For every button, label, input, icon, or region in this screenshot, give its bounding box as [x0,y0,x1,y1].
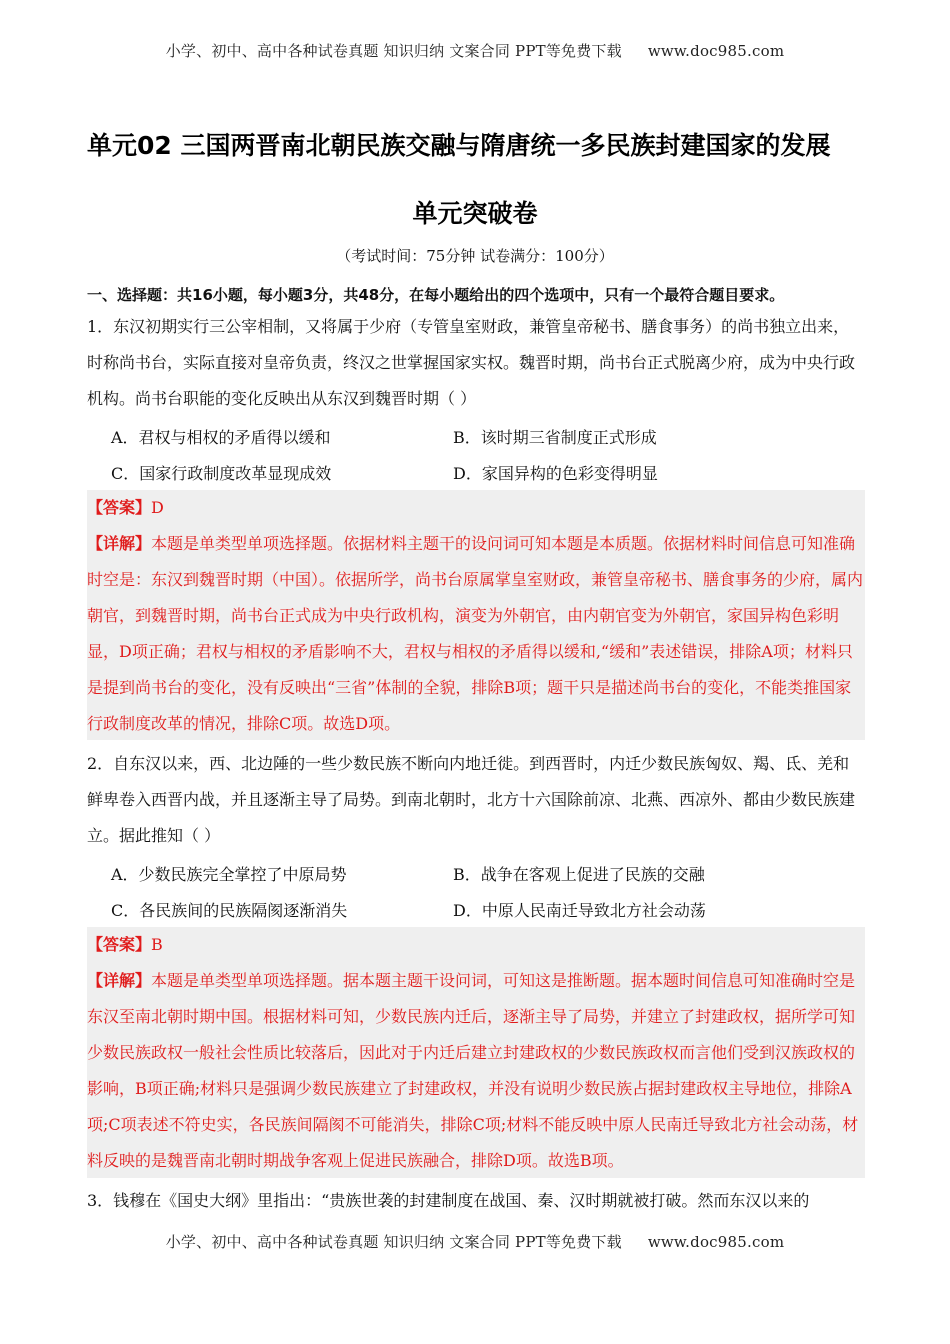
question-2-option-c: C．各民族间的民族隔阂逐渐消失 [111,901,348,920]
document-subtitle: 单元突破卷 [412,199,538,228]
answer-value: B [151,935,163,954]
question-2-stem: 2．自东汉以来，西、北边陲的一些少数民族不断向内地迁徙。到西晋时，内迁少数民族匈奴、羯、氐、羌和鲜卑卷入西晋内战，并且逐渐主导了局势。到南北朝时，北方十六国除前凉、北燕、西凉外、都由少数民族建立。据此推知（ ） [87,754,856,845]
footer-text: 小学、初中、高中各种试卷真题 知识归纳 文案合同 PPT等免费下载 [165,1233,622,1251]
detail-text: 本题是单类型单项选择题。依据材料主题干的设问词可知本题是本质题。依据材料时间信息可知准确时空是：东汉到魏晋时期（中国）。依据所学，尚书台原属掌皇室财政，兼管皇帝秘书、膳食事务的少府，属内朝官，到魏晋时期，尚书台正式成为中央行政机构，演变为外朝官，由内朝官变为外朝官，家国异构色彩明显，D项正确；君权与相权的矛盾影响不大，君权与相权的矛盾得以缓和,“缓和”表述错误，排除A项；材料只是提到尚书台的变化，没有反映出“三省”体制的全貌，排除B项；题干只是描述尚书台的变化，不能类推国家行政制度改革的情况，排除C项。故选D项。 [87,534,864,733]
detail-text: 本题是单类型单项选择题。据本题主题干设问词，可知这是推断题。据本题时间信息可知准确时空是东汉至南北朝时期中国。根据材料可知，少数民族内迁后，逐渐主导了局势，并建立了封建政权，据所学可知少数民族政权一般社会性质比较落后，因此对于内迁后建立封建政权的少数民族政权而言他们受到汉族政权的影响，B项正确;材料只是强调少数民族建立了封建政权，并没有说明少数民族占据封建政权主导地位，排除A项;C项表述不符史实，各民族间隔阂不可能消失，排除C项;材料不能反映中原人民南迁导致北方社会动荡，材料反映的是魏晋南北朝时期战争客观上促进民族融合，排除D项。故选B项。 [87,971,859,1170]
footer-url[interactable]: www.doc985.com [647,1233,785,1251]
section-heading: 一、选择题：共16小题，每小题3分，共48分，在每小题给出的四个选项中，只有一个最符合题目要求。 [87,286,785,304]
question-2-option-b: B．战争在客观上促进了民族的交融 [453,865,705,884]
question-2-answer-box [87,927,865,1178]
answer-label: 【答案】 [87,498,152,517]
answer-value: D [151,498,164,517]
page-header [0,40,950,61]
detail-label: 【详解】 [87,971,152,990]
answer-label: 【答案】 [87,935,152,954]
header-text: 小学、初中、高中各种试卷真题 知识归纳 文案合同 PPT等免费下载 [165,42,622,60]
question-1-options [87,420,865,492]
question-1-stem: 1．东汉初期实行三公宰相制，又将属于少府（专管皇室财政，兼管皇帝秘书、膳食事务）的尚书独立出来，时称尚书台，实际直接对皇帝负责，终汉之世掌握国家实权。魏晋时期，尚书台正式脱离少府，成为中央行政机构。尚书台职能的变化反映出从东汉到魏晋时期（ ） [87,317,856,408]
question-2-options [87,857,865,929]
question-1-option-a: A．君权与相权的矛盾得以缓和 [111,428,331,447]
question-1-detail [87,526,865,742]
question-1-option-c: C．国家行政制度改革显现成效 [111,464,332,483]
question-2-option-d: D．中原人民南迁导致北方社会动荡 [453,901,706,920]
page-footer [0,1231,950,1252]
question-1-option-d: D．家国异构的色彩变得明显 [453,464,658,483]
question-1-option-b: B．该时期三省制度正式形成 [453,428,657,447]
question-1-answer [87,490,865,526]
document-title: 单元02 三国两晋南北朝民族交融与隋唐统一多民族封建国家的发展 [87,131,831,160]
detail-label: 【详解】 [87,534,152,553]
question-2-option-a: A．少数民族完全掌控了中原局势 [111,865,347,884]
header-url[interactable]: www.doc985.com [647,42,785,60]
question-3-stem: 3．钱穆在《国史大纲》里指出：“贵族世袭的封建制度在战国、秦、汉时期就被打破。然而东汉以来的 [87,1191,810,1210]
question-1-answer-box [87,490,865,740]
question-2-detail [87,963,865,1179]
question-2-answer [87,927,865,963]
exam-info: （考试时间：75分钟 试卷满分：100分） [336,247,614,265]
